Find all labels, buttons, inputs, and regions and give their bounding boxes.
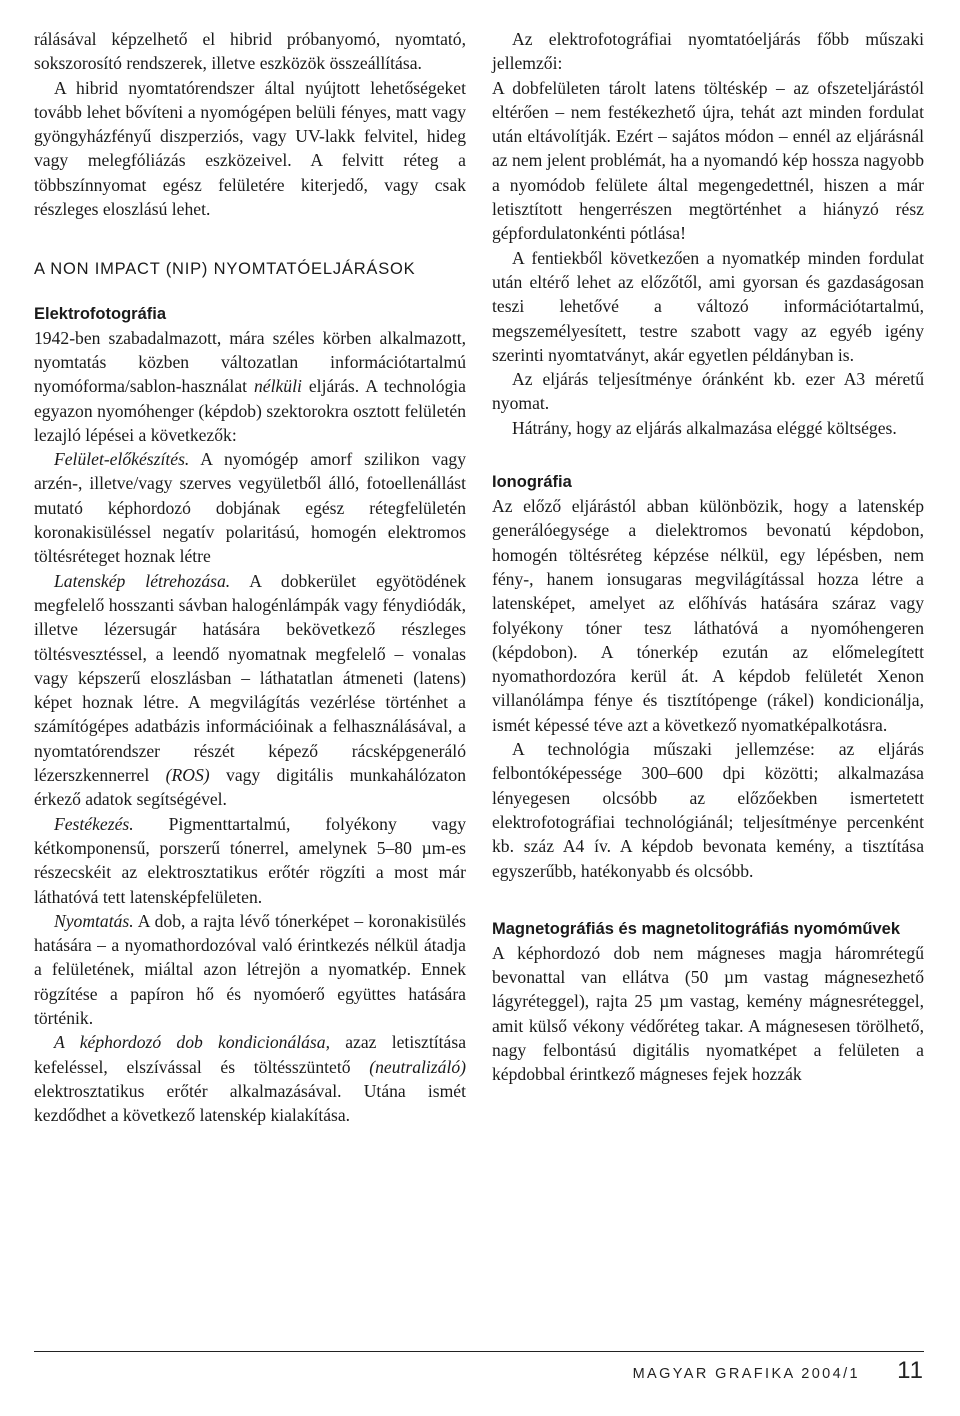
paragraph: Nyomtatás. A dob, a rajta lévő tónerképet – koronakisülés hatására – a nyomathordozóval való érintkezés nélkül átadja a felületének, miáltal azon létrejön a nyomatkép. Ennek rögzítése a papíron hő és nyomóerő együttes hatására történik.: [34, 910, 466, 1028]
paragraph: Az előző eljárástól abban különbözik, hogy a latenskép generálóegysége a dielektromos bevonatú képdobon, homogén töltésréteg képzése nélkül, egy lépésben, nem fény-, hanem ionsugaras megvilágítással hozza létre a latensképet, amelyet az előhívás hatására száraz vagy folyékony tóner tesz láthatóvá a nyomóhengeren (képdobon). A tónerkép ezután az előmelegített nyomathordozóra kerül át. A képdob felületét Xenon villanólámpa fénye és tisztítópenge (rákel) kondicionálja, ismét képessé téve azt a következő nyomatképalkotásra.: [492, 496, 924, 735]
paragraph: Latenskép létrehozása. A dobkerület egyötödének megfelelő hosszanti sávban halogénlámpák vagy fénydiódák, illetve lézersugár hatására bekövetkező részleges töltésvesztéssel, a leendő nyomatnak megfelelő – vonalas vagy képszerű eloszlásban – láthatatlan átmeneti (latens) képet hoznak létre. A megvilágítás vezérlése történhet a számítógépes adatbázis információinak a felhasználásával, a nyomtatórendszer részét képező rácsképgeneráló lézerszkennerrel (ROS) vagy digitális munkahálózaton érkező adatok segítségével.: [34, 570, 466, 810]
section-title: A NON IMPACT (NIP) NYOMTATÓELJÁRÁSOK: [34, 260, 416, 279]
paragraph: A képhordozó dob kondicionálása, azaz letisztítása kefeléssel, elszívással és töltésszüntető (neutralizáló) elektrosztatikus erőtér alkalmazásával. Utána ismét kezdődhet a következő latenskép kialakítása.: [34, 1032, 466, 1126]
subheading-electrophotography: Elektrofotográfia: [34, 304, 167, 323]
publication-label: MAGYAR GRAFIKA 2004/1: [632, 1366, 860, 1382]
paragraph: Felület-előkészítés. A nyomógép amorf szilikon vagy arzén-, illetve/vagy szerves vegyületből álló, fotoellenállást mutató képhordozó dobjának egész rétegfelületén koronakisüléssel negatív polaritású, homogén elektromos töltésréteget hoznak létre: [34, 449, 466, 567]
paragraph: A hibrid nyomtatórendszer által nyújtott lehetőségeket tovább lehet bővíteni a nyomógépen belüli fényes, matt vagy gyöngyházfényű diszperziós, vagy UV-lakk felvitel, hideg vagy melegfóliázás eszközeivel. A felvitt réteg a többszínnyomat egész felületére kiterjedő, vagy csak részleges eloszlású lehet.: [34, 77, 466, 220]
paragraph: A dobfelületen tárolt latens töltéskép – az ofszeteljárástól eltérően – nem festékezhető újra, tehát azt minden fordulat után eltávolítják. Ezért – sajátos módon – ennél az eljárásnál az nem jelent problémát, ha a nyomandó kép hossza nagyobb a nyomódob felülete által megengedettnél, hiszen a már letisztított hengerrészen megtörténhet a hiányzó rész gépfordulatonkénti pótlása!: [492, 77, 924, 244]
paragraph: Az eljárás teljesítménye óránként kb. ezer A3 méretű nyomat.: [492, 369, 924, 414]
right-column: [492, 27, 924, 1087]
paragraph: Hátrány, hogy az eljárás alkalmazása eléggé költséges.: [512, 417, 897, 438]
paragraph: Festékezés. Pigmenttartalmú, folyékony vagy kétkomponensű, porszerű tónerrel, amelynek 5–80 µm-es részecskéit az elektrosztatikus erőtér rögzíti a most már láthatóvá tett latensképfelületen.: [34, 813, 466, 907]
footer-divider: [34, 1351, 924, 1352]
paragraph: 1942-ben szabadalmazott, mára széles körben alkalmazott, nyomtatás közben változatlan információtartalmú nyomóforma/sablon-használat nélküli eljárás. A technológia egyazon nyomóhenger (képdob) szektorokra osztott felületén lezajló lépései a következők:: [34, 327, 466, 445]
left-column: [34, 27, 466, 1127]
paragraph: A képhordozó dob nem mágneses magja háromrétegű bevonattal van ellátva (50 µm vastag mágnesezhető lágyréteggel), rajta 25 µm vastag, kemény mágnesréteggel, amit külső vékony védőréteg takar. A mágnesesen törölhető, nagy felbontású digitális nyomatképet a felületen a képdobbal érintkező mágneses fejek hozzák: [492, 942, 924, 1085]
paragraph: rálásával képzelhető el hibrid próbanyomó, nyomtató, sokszorosító rendszerek, illetve eszközök összeállítása.: [34, 29, 466, 74]
subheading-magnetography: Magnetográfiás és magnetolitográfiás nyomóművek: [492, 919, 901, 938]
paragraph: A technológia műszaki jellemzése: az eljárás felbontóképessége 300–600 dpi közötti; alkalmazása lényegesen olcsóbb az előzőekben ismertetett elektrofotográfiai technológiánál; teljesítménye percenként kb. száz A4 ív. A képdob bevonata kemény, a tisztítása egyszerűbb, hatékonyabb és olcsóbb.: [492, 739, 924, 881]
page-number: 11: [897, 1357, 924, 1384]
paragraph: A fentiekből következően a nyomatkép minden fordulat után eltérő lehet az előzőtől, ami gyorsan és gazdaságosan teszi lehetővé a változó információtartalmú, megszemélyesített, testre szabott vagy az egyéb igény szerinti nyomtatványt, akár egyetlen példányban is.: [492, 247, 924, 365]
paragraph: Az elektrofotográfiai nyomtatóeljárás főbb műszaki jellemzői:: [492, 29, 924, 74]
subheading-ionography: Ionográfia: [492, 473, 572, 492]
